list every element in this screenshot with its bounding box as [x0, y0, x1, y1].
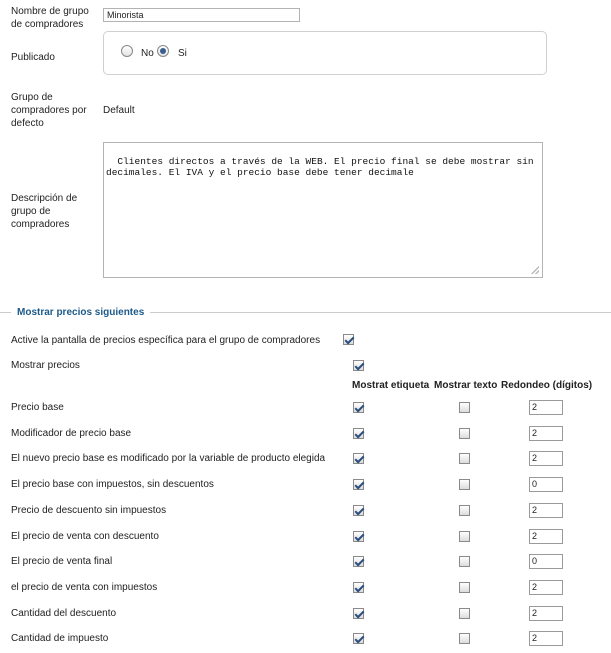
group-name-label-line2: de compradores	[11, 19, 84, 30]
price-row-show-text-checkbox[interactable]	[459, 608, 470, 619]
description-text[interactable]: Clientes directos a través de la WEB. El precio final se debe mostrar sin decimales. El IVA y el precio base debe tener decimale	[106, 156, 540, 178]
default-group-label-line1: Grupo de	[11, 92, 53, 103]
price-row-label: Cantidad del descuento	[11, 608, 117, 619]
price-row-show-label-checkbox[interactable]	[353, 633, 364, 644]
price-row-show-text-checkbox[interactable]	[459, 633, 470, 644]
description-label-line3: compradores	[11, 219, 70, 230]
description-label-line1: Descripción de	[11, 193, 78, 204]
price-row-show-label-checkbox[interactable]	[353, 428, 364, 439]
price-row-rounding-input[interactable]	[529, 400, 563, 415]
price-row-rounding-input[interactable]	[529, 580, 563, 595]
published-si-label[interactable]: Si	[178, 48, 187, 59]
prices-section-legend: Mostrar precios siguientes	[11, 306, 150, 319]
price-row-show-label-checkbox[interactable]	[353, 453, 364, 464]
published-no-radio[interactable]	[121, 45, 133, 57]
column-header-show-text: Mostrar texto	[434, 380, 498, 391]
column-header-show-label: Mostrat etiqueta	[352, 380, 430, 391]
description-textarea[interactable]	[103, 142, 543, 278]
description-label-line2: grupo de	[11, 206, 51, 217]
price-row-label: Precio de descuento sin impuestos	[11, 505, 167, 516]
price-row-show-text-checkbox[interactable]	[459, 428, 470, 439]
price-row-rounding-input[interactable]	[529, 606, 563, 621]
price-row-show-text-checkbox[interactable]	[459, 531, 470, 542]
default-group-value: Default	[103, 105, 135, 116]
price-row-show-label-checkbox[interactable]	[353, 531, 364, 542]
price-row-show-label-checkbox[interactable]	[353, 505, 364, 516]
price-row-show-text-checkbox[interactable]	[459, 505, 470, 516]
price-row-show-text-checkbox[interactable]	[459, 479, 470, 490]
price-row-label: Modificador de precio base	[11, 428, 132, 439]
price-row-show-label-checkbox[interactable]	[353, 582, 364, 593]
price-row-rounding-input[interactable]	[529, 554, 563, 569]
default-group-label	[11, 91, 87, 130]
price-row-show-text-checkbox[interactable]	[459, 402, 470, 413]
price-row-rounding-input[interactable]	[529, 426, 563, 441]
price-row-label: El precio de venta final	[11, 556, 113, 567]
group-name-label	[11, 5, 89, 31]
published-si-radio[interactable]	[157, 45, 169, 57]
group-name-label-line1: Nombre de grupo	[11, 6, 89, 17]
description-label	[11, 192, 77, 231]
price-row-show-label-checkbox[interactable]	[353, 479, 364, 490]
price-row-rounding-input[interactable]	[529, 631, 563, 646]
price-row-rounding-input[interactable]	[529, 529, 563, 544]
default-group-label-line3: defecto	[11, 118, 44, 129]
price-row-show-text-checkbox[interactable]	[459, 453, 470, 464]
price-row-show-text-checkbox[interactable]	[459, 556, 470, 567]
published-label: Publicado	[11, 52, 55, 63]
price-row-rounding-input[interactable]	[529, 503, 563, 518]
price-row-rounding-input[interactable]	[529, 451, 563, 466]
price-row-show-label-checkbox[interactable]	[353, 402, 364, 413]
column-header-rounding: Redondeo (dígitos)	[501, 380, 593, 391]
price-row-show-label-checkbox[interactable]	[353, 556, 364, 567]
resize-grip-icon[interactable]	[531, 266, 539, 274]
price-row-rounding-input[interactable]	[529, 477, 563, 492]
price-row-label: El precio base con impuestos, sin descuentos	[11, 479, 214, 490]
price-row-label: El precio de venta con descuento	[11, 531, 159, 542]
group-name-input[interactable]	[103, 8, 300, 22]
price-row-label: Precio base	[11, 402, 64, 413]
activate-prices-label: Active la pantalla de precios específica para el grupo de compradores	[11, 335, 321, 346]
price-row-label: el precio de venta con impuestos	[11, 582, 158, 593]
price-row-label: El nuevo precio base es modificado por la variable de producto elegida	[11, 453, 326, 464]
published-no-label[interactable]: No	[141, 48, 154, 59]
activate-prices-checkbox[interactable]	[343, 334, 354, 345]
default-group-label-line2: compradores por	[11, 105, 87, 116]
price-row-show-text-checkbox[interactable]	[459, 582, 470, 593]
show-prices-label: Mostrar precios	[11, 360, 80, 371]
price-row-show-label-checkbox[interactable]	[353, 608, 364, 619]
price-row-label: Cantidad de impuesto	[11, 633, 109, 644]
show-prices-checkbox[interactable]	[353, 360, 364, 371]
published-radio-group	[103, 31, 547, 75]
